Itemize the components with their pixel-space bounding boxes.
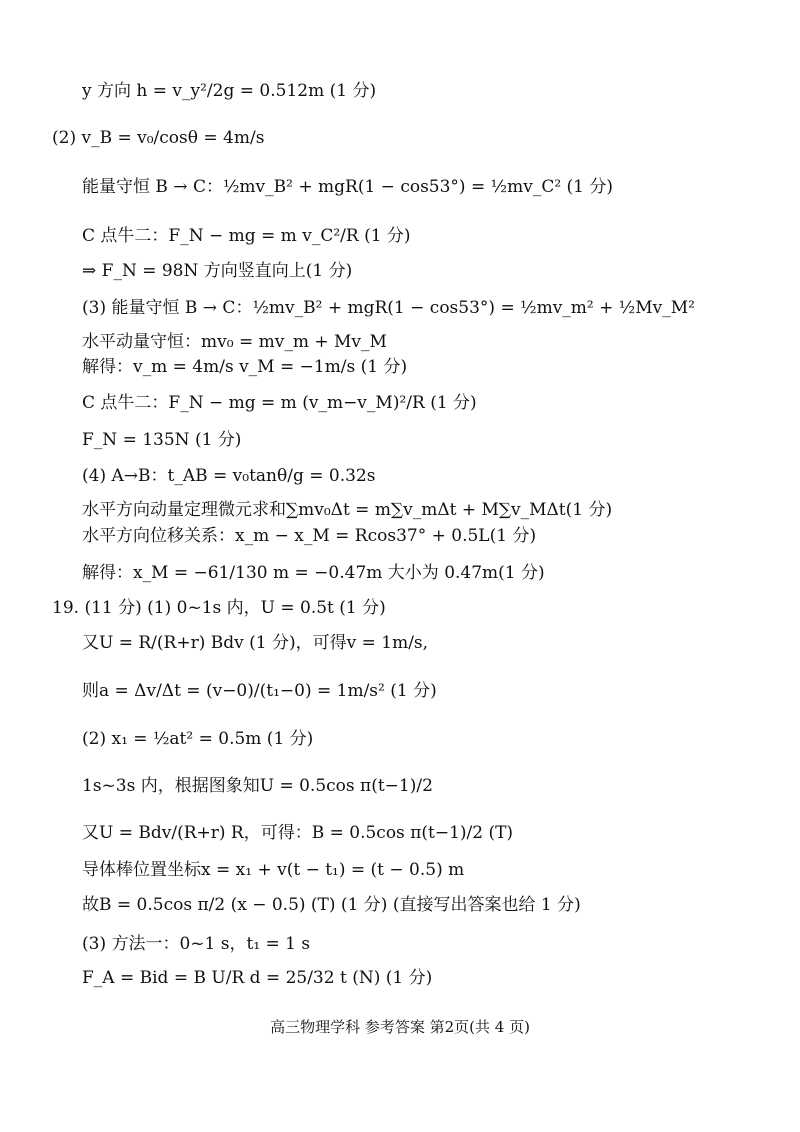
line-17: 则a = Δv/Δt = (v−0)/(t₁−0) = 1m/s² (1 分)	[82, 681, 437, 701]
line-10: F_N = 135N (1 分)	[82, 430, 242, 450]
line-20: 又U = Bdv/(R+r) R，可得：B = 0.5cos π(t−1)/2 (T)	[82, 823, 514, 843]
line-4: C 点牛二：F_N − mg = m v_C²/R (1 分)	[82, 226, 411, 246]
line-8: 解得：v_m = 4m/s v_M = −1m/s (1 分)	[82, 357, 408, 377]
line-19: 1s~3s 内，根据图象知U = 0.5cos π(t−1)/2	[82, 776, 433, 796]
line-1: y 方向 h = v_y²/2g = 0.512m (1 分)	[82, 81, 377, 101]
line-11: (4) A→B：t_AB = v₀tanθ/g = 0.32s	[82, 466, 376, 486]
line-2: (2) v_B = v₀/cosθ = 4m/s	[52, 128, 265, 148]
line-14: 解得：x_M = −61/130 m = −0.47m 大小为 0.47m(1 分)	[82, 563, 545, 583]
line-21: 导体棒位置坐标x = x₁ + v(t − t₁) = (t − 0.5) m	[82, 860, 465, 880]
line-24: F_A = Bid = B U/R d = 25/32 t (N) (1 分)	[82, 968, 433, 988]
line-13: 水平方向位移关系：x_m − x_M = Rcos37° + 0.5L(1 分)	[82, 526, 537, 546]
line-9: C 点牛二：F_N − mg = m (v_m−v_M)²/R (1 分)	[82, 393, 477, 413]
line-3: 能量守恒 B → C：½mv_B² + mgR(1 − cos53°) = ½mv_C² (1 分)	[82, 177, 614, 197]
line-16: 又U = R/(R+r) Bdv (1 分)，可得v = 1m/s,	[82, 633, 429, 653]
line-15: 19. (11 分) (1) 0~1s 内，U = 0.5t (1 分)	[52, 598, 386, 618]
page-footer: 高三物理学科 参考答案 第2页(共 4 页)	[270, 1018, 530, 1036]
line-7: 水平动量守恒：mv₀ = mv_m + Mv_M	[82, 332, 387, 352]
line-12: 水平方向动量定理微元求和∑mv₀Δt = m∑v_mΔt + M∑v_MΔt(1 分)	[82, 500, 613, 520]
line-23: (3) 方法一：0~1 s，t₁ = 1 s	[82, 934, 311, 954]
line-18: (2) x₁ = ½at² = 0.5m (1 分)	[82, 729, 314, 749]
line-22: 故B = 0.5cos π/2 (x − 0.5) (T) (1 分) (直接写出答案也给 1 分)	[82, 895, 581, 915]
line-6: (3) 能量守恒 B → C：½mv_B² + mgR(1 − cos53°) = ½mv_m² + ½Mv_M²	[82, 298, 695, 318]
line-5: ⇒ F_N = 98N 方向竖直向上(1 分)	[82, 261, 353, 281]
